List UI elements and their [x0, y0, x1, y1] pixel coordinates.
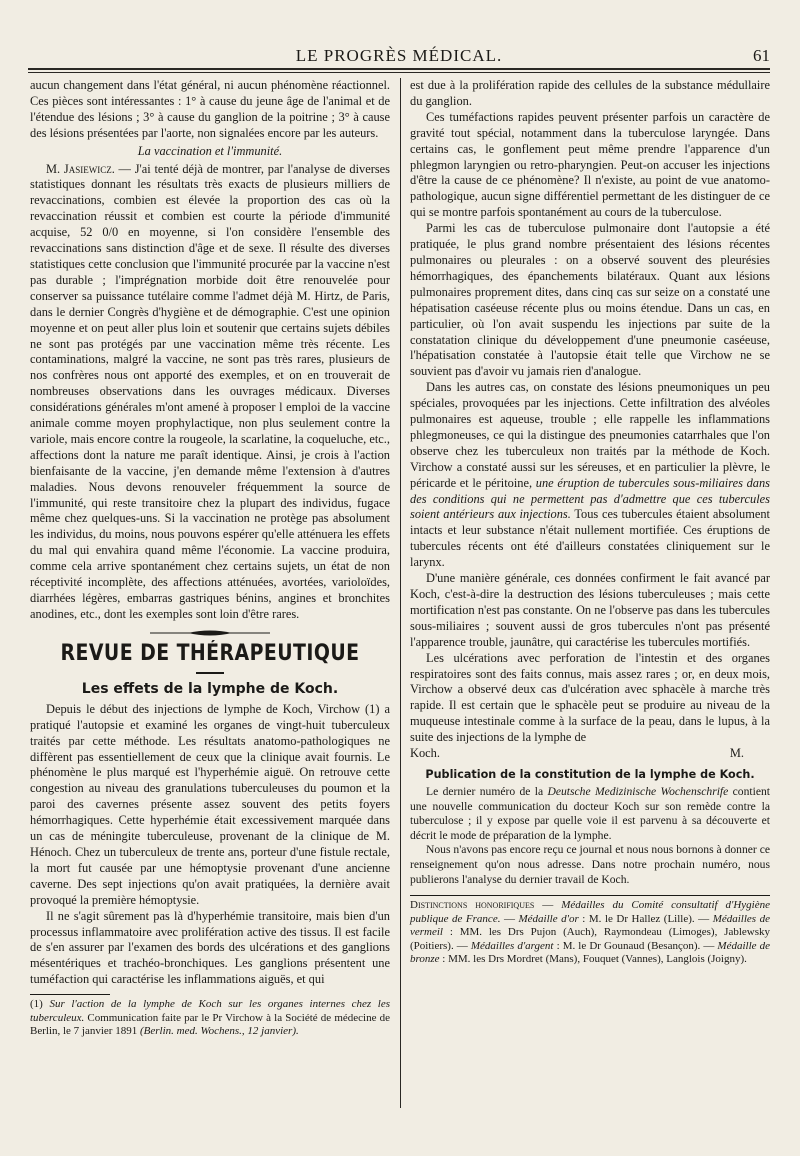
dist-vermeil-names: : MM. les Drs Pujon (Auch), Raymondeau (Limoges), Jablewsky (Poitiers). —	[410, 926, 770, 952]
p4-text-a: Dans les autres cas, on constate des lésions pneumoniques un peu spéciales, provoquées par les injections. Cette infiltration des alvéoles pulmonaires est aqueuse, trouble ; elle rappelle les inflammations phlegmoneuses, ce qui la distingue des pneumonies catarrhales que l'on observe chez les tuberculeux non traités par la méthode de Koch. Virchow a constaté aussi sur les séreuses, et en particulier la plèvre, le péricarde et le péritoine,	[410, 380, 770, 490]
pub-text-a: Le dernier numéro de la	[426, 784, 548, 798]
signature-line	[410, 746, 770, 762]
header-rule-thick	[28, 68, 770, 70]
publication-title: Publication de la constitution de la lymphe de Koch.	[425, 767, 755, 781]
distinctions-label: Distinctions honorifiques	[410, 899, 535, 912]
running-head	[28, 46, 770, 68]
section-heading: REVUE DE THÉRAPEUTIQUE	[60, 640, 360, 666]
right-paragraph-5: D'une manière générale, ces données confirment le fait avancé par Koch, c'est-à-dire la destruction des lésions tuberculeuses ; mais cette mortification n'est pas constante. On ne l'observe pas dans les tubercules sous-miliaires ; souvent aussi de gros tubercules n'ont pas présenté l'apparence trouble, jaunâtre, qui caractérise les tubercules mortifiés.	[410, 571, 770, 649]
publication-paragraph-2: Nous n'avons pas encore reçu ce journal et nous nous bornons à donner ce renseignement qu'on nous adresse. Dans notre prochain numéro, nous publierons l'analyse du dernier travail de Koch.	[410, 843, 770, 886]
footnote-text: Communication faite par le Pr Virchow à la Société de médecine de Berlin, le 7 janvier 1891	[30, 1011, 390, 1038]
footnote	[30, 998, 390, 1039]
column-separator	[400, 78, 401, 1108]
publication-paragraph-1	[410, 785, 770, 843]
dist-bronze: Médaille de bronze	[410, 939, 770, 966]
left-column	[30, 78, 390, 1039]
speaker-name: M. Jasiewicz.	[46, 161, 115, 176]
dist-vermeil: Médailles de vermeil	[410, 912, 770, 939]
dist-bronze-names: : MM. les Drs Mordret (Mans), Fouquet (Vannes), Langlois (Joigny).	[439, 953, 747, 966]
right-paragraph-2: Ces tuméfactions rapides peuvent présenter parfois un caractère de gravité tout spécial, notamment dans la tuberculose laryngée. Dans certains cas, le gonflement peut même prendre l'apparence d'un phlegmon laryngien ou retro-pharyngien. Peut-on accuser les injections d'être la cause de ce phénomène? Il n'existe, au point de vue anatomo-pathologique, aucun signe différentiel permettant de les distinguer de ce qui se montre parfois spontanément au cours de la tuberculose.	[410, 109, 770, 220]
p4-text-b: Tous ces tubercules étaient absolument intacts et leur substance n'était nullement mortifiée. Ces éruptions de tubercules récents ont été d'ailleurs constatées cliniquement sur le larynx.	[410, 507, 770, 570]
journal-title: LE PROGRÈS MÉDICAL.	[295, 46, 503, 65]
article-title: Les effets de la lymphe de Koch.	[81, 680, 339, 697]
right-column	[410, 78, 770, 967]
article-paragraph-1: Depuis le début des injections de lymphe de Koch, Virchow (1) a pratiqué l'autopsie et examiné les organes de vingt-huit tuberculeux traités par cette méthode. Les résultats anatomo-pathologiques ne diffèrent pas essentiellement de ceux que la clinique avait fournis. Le phénomène le plus marqué est l'hyperhémie aiguë. On retrouve cette congestion au niveau des granulations tuberculeuses du poumon et la paroi des cavernes présente assez souvent des petits foyers hémorrhagiques. Cette hyperhémie était excessivement marquée dans un cas de méningite tuberculeuse, provenant de la clinique de M. Hénoch. Chez un tuberculeux de trente ans, porteur d'une fistule rectale, la mort fut causée par une hémoptysie provenant d'une ancienne caverne. Des sept injections qu'on avait pratiquées, la dernière avait provoqué la première hémoptysie.	[30, 701, 390, 907]
right-paragraph-4	[410, 380, 770, 571]
page-number: 61	[753, 46, 770, 65]
pub-journal-name: Deutsche Medizinische Wochenschrife	[547, 784, 729, 798]
jasiewicz-text: — J'ai tenté déjà de montrer, par l'analyse de diverses statistiques donnant les résultats très exacts de plusieurs milliers de revaccinations, combien est élevée la proportion des cas où la revaccination réussit et combien est courte la période d'immunité acquise, 52 0/0 en moyenne, si l'on considère l'ensemble des revaccinations sans distinction d'âge et de sexe. Il résulte des diverses statistiques cette conclusion que l'immunité procurée par la vaccine n'est pas durable ; l'imprégnation morbide doit être renouvelée pour conserver sa puissance tutélaire comme l'admet déjà M. Hirtz, de Paris, dans le dernier Congrès d'hygiène et de démographie. C'est une opinion moyenne et on peut aller plus loin et soutenir que certains sujets débiles ne sont pas protégés par une vaccination même très récente. Les contaminations, malgré la vaccine, ne sont pas très rares, plusieurs de nos confrères nous ont apporté des exemples, et on en trouverait de nombreuses observations dans les ouvrages médicaux. Diverses considérations générales m'ont amené à proposer l emploi de la vaccine animale comme moyen prophylactique, non plus seulement contre la variole, mais encore contre la rougeole, la scarlatine, la coqueluche, etc., affections dont la nature me paraît identique. Ainsi, je crois à l'action bienfaisante de la vaccine, j'en demande même l'extension à d'autres maladies. Nous devons renouveler fréquemment la source de l'immunité, qui reste transitoire chez la plupart des individus, fugace même chez quelques-uns. Si la vaccination ne protège pas absolument les individus, du moins, nous pouvons espérer qu'elle atténuera les effets du mal qui envahira quand même l'économie. La vaccine produira, comme cela arrive spontanément chez certains sujets, un état de non réceptivité incomplète, des affections atténuées, avortées, varioloïdes, diarrhées légères, embarras gastriques bénins, angines et bronchites anodines, etc., dont les exemples sont loin d'être rares.	[30, 161, 391, 621]
dist-silver: Médailles d'argent	[470, 939, 554, 952]
author-signature: M.	[729, 746, 744, 761]
footnote-marker: (1)	[30, 998, 50, 1011]
footnote-source: (Berlin. med. Wochens., 12 janvier).	[139, 1025, 299, 1038]
distinctions-paragraph	[410, 899, 770, 967]
distinctions-rule	[410, 895, 770, 896]
dist-silver-names: : M. le Dr Gounaud (Besançon). —	[553, 939, 718, 952]
pub-text-b: contient une nouvelle communication du docteur Koch sur son remède contre la tuberculose ; il y expose par quelle voie il est parvenu à sa découverte et décrit le mode de préparation de la lymphe.	[410, 784, 770, 842]
left-para-continuation: aucun changement dans l'état général, ni aucun phénomène réactionnel. Ces pièces sont intéressantes : 1° à cause du jeune âge de l'animal et de l'étendue des lésions ; 3° à cause du ganglion de la poitrine ; 3° à cause des lésions présentées par l'aorte, non signalées encore par les auteurs.	[30, 78, 390, 140]
header-rule-thin	[28, 72, 770, 73]
footnote-rule	[30, 994, 110, 995]
footnote-title: Sur l'action de la lymphe de Koch sur les organes internes chez les tuberculeux.	[30, 998, 391, 1024]
article-paragraph-2: Il ne s'agit sûrement pas là d'hyperhémie transitoire, mais bien d'un processus inflammatoire avec prolifération active des tissus. Il est facile de s'en assurer par l'examen des bords des ulcérations et des ganglions mésentériques et trachéo-bronchiques. Les ganglions présentent une tuméfaction qui caractérise les inflammations aiguës, et qui	[30, 908, 390, 987]
right-para-continuation: est due à la prolifération rapide des cellules de la substance médullaire du ganglion.	[410, 78, 770, 108]
dist-sep-1: —	[534, 899, 562, 912]
subheading-vaccination: La vaccination et l'immunité.	[137, 143, 283, 158]
right-paragraph-6: Les ulcérations avec perforation de l'intestin et des organes respiratoires sont des faits connus, mais assez rares ; or, en deux mois, Virchow a observé deux cas d'ulcération avec sphacèle à marche très rapide. Il est certain que le sphacèle peut se produire au niveau de la muqueuse intestinale comme à la surface de la peau, dans le lupus, à la suite des injections de la lymphe de	[410, 650, 770, 745]
dist-sep-2: —	[500, 912, 519, 925]
jasiewicz-paragraph	[30, 162, 390, 623]
dist-committee: Médailles du Comité consultatif d'Hygiène publique de France.	[410, 899, 770, 925]
dist-gold-names: : M. le Dr Hallez (Lille). —	[578, 912, 713, 925]
right-paragraph-3: Parmi les cas de tuberculose pulmonaire dont l'autopsie a été pratiquée, le plus grand nombre présentaient des lésions récentes pulmonaires ou pleurales : on a observé souvent des pleurésies hémorrhagiques, des épanchements bilatéraux. Quant aux lésions pulmonaires proprement dites, dans cinq cas sur seize on a constaté une hépatisation caséeuse récente plus ou moins étendue. Dans un cas, en particulier, où l'on avait suspendu les injections par suite de la constatation clinique du développement d'une pneumonie caséeuse, l'hépatisation constatée à l'autopsie était telle que Virchow ne se souvient pas d'avoir vu jamais rien d'analogue.	[410, 221, 770, 379]
ornament-rule-icon	[150, 629, 270, 637]
heading-dash	[196, 672, 224, 674]
dist-gold: Médaille d'or	[518, 912, 579, 925]
p4-italic: une éruption de tubercules sous-miliaires dans des conditions qui ne permettent pas d'admettre que ces tubercules soient antérieurs aux injections.	[410, 475, 770, 522]
last-word: Koch.	[410, 746, 440, 761]
